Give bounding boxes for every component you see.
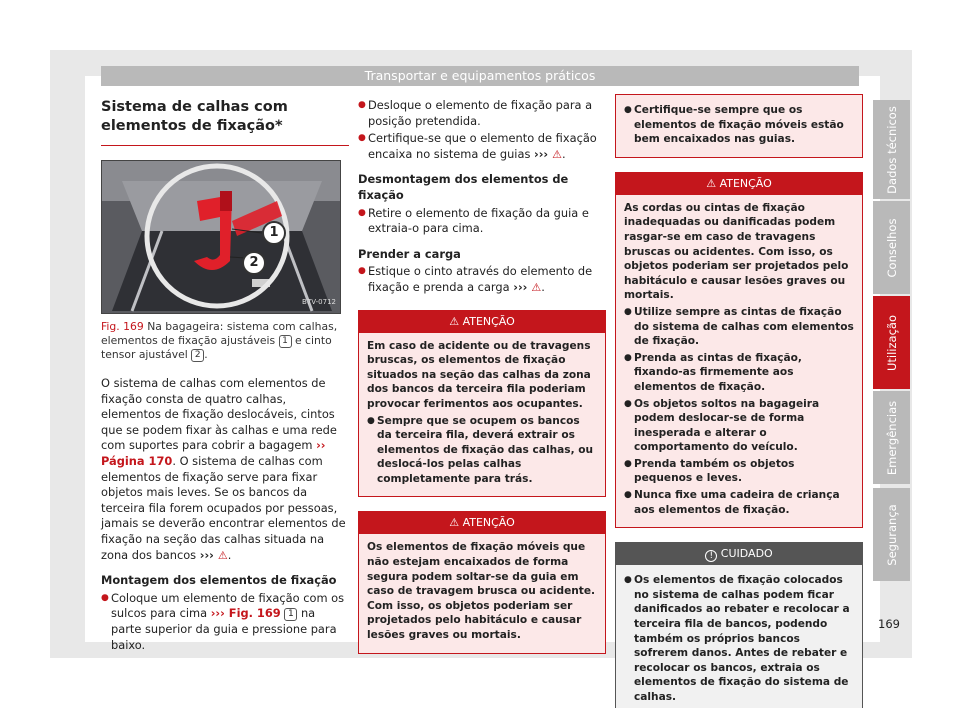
montagem-bullet: [101, 591, 349, 653]
tab-emergencias[interactable]: [873, 391, 910, 484]
page-170-link[interactable]: ›› Página 170: [101, 438, 326, 468]
warning-icon: ⚠: [706, 176, 717, 190]
atencao3-bullet-text: Prenda também os objetos pequenos e leves.: [634, 457, 795, 485]
warning-ref-icon-2[interactable]: ⚠: [552, 147, 562, 161]
atencao-header-2: [359, 512, 605, 534]
bullet-desloque: [358, 98, 606, 129]
caption-text-1: Na bagageira: sistema com calhas, elementos de fixação ajustáveis: [101, 320, 338, 347]
warning-icon: ⚠: [449, 516, 460, 530]
atencao-body-3: [616, 195, 862, 527]
figure-number: Fig. 169: [101, 320, 144, 333]
arrows-ref-2: ›››: [534, 146, 553, 161]
warning-ref-icon-3[interactable]: ⚠: [531, 280, 542, 294]
top-box: [615, 94, 863, 158]
figure-caption: [101, 320, 349, 362]
page-number: 169: [878, 617, 900, 631]
tab-label: Segurança: [884, 503, 899, 566]
atencao-text-3: As cordas ou cintas de fixação inadequadas ou danificadas podem rasgar-se em caso de travagens bruscas ou acidentes. Com isso, os objetos poderiam ser projetados pelo habitáculo e causar lesões graves ou mortais.: [624, 201, 849, 302]
cuidado-bullet-text: Os elementos de fixação colocados no sistema de calhas podem ficar danificados ao rebater e recolocar a terceira fila de bancos, podendo também os próprios bancos sofrerem danos. Antes de rebater e recolocar os bancos, extraia os elementos de fixação do sistema de calhas.: [634, 574, 850, 703]
warning-ref-icon[interactable]: ⚠: [217, 548, 228, 562]
bullet-retire: [358, 206, 606, 237]
atencao-box-1: [358, 310, 606, 498]
bullet-desloque-text: Desloque o elemento de fixação para a posição pretendida.: [368, 98, 593, 128]
section-title: Sistema de calhas com elementos de fixação*: [101, 98, 349, 146]
tab-utilizacao[interactable]: [873, 296, 910, 389]
fig-169-link[interactable]: ››› Fig. 169: [210, 606, 281, 621]
callout-2: 2: [242, 251, 266, 275]
top-box-bullet: [624, 103, 854, 147]
intro-text: O sistema de calhas com elementos de fixação consta de quatro calhas, elementos de fixação deslocáveis, cintos que se podem fixar às calhas e uma rede com suportes para cobrir a bagagem: [101, 376, 337, 453]
atencao-text-2: Os elementos de fixação móveis que não estejam encaixados de forma segura podem soltar-se da guia em caso de travagem brusca ou acidente. Com isso, os objetos poderiam ser projetados pelo habitáculo e causar lesões graves ou mortais.: [367, 541, 596, 642]
atencao3-bullet: [624, 351, 854, 395]
cuidado-bullet: [624, 573, 854, 704]
arrows-ref-3: ›››: [513, 279, 532, 294]
montagem-text-a: Coloque um elemento de fixação com os sulcos para cima: [111, 590, 345, 621]
montagem-text-b: na parte superior da guia e pressione para baixo.: [111, 606, 337, 652]
atencao-bullet-1: [367, 414, 597, 487]
figure-169: [101, 160, 341, 314]
desmontagem-heading: Desmontagem dos elementos de fixação: [358, 172, 569, 202]
atencao-label-2: ATENÇÃO: [462, 516, 515, 530]
atencao-box-3: [615, 172, 863, 528]
tab-conselhos[interactable]: [873, 201, 910, 294]
cuidado-box: [615, 542, 863, 708]
tab-label: Utilização: [884, 314, 899, 371]
cuidado-label: CUIDADO: [720, 547, 773, 561]
info-circle-icon: !: [705, 550, 717, 562]
atencao3-bullet-text: Utilize sempre as cintas de fixação do sistema de calhas com elementos de fixação.: [634, 305, 854, 348]
period-2: .: [561, 146, 566, 161]
chapter-header: Transportar e equipamentos práticos: [101, 66, 859, 86]
tab-label: Conselhos: [884, 218, 899, 277]
tab-seguranca[interactable]: [873, 488, 910, 581]
cuidado-body: [616, 565, 862, 708]
cuidado-header: [616, 543, 862, 565]
caption-end: .: [204, 348, 208, 361]
bullet-estique-text: Estique o cinto através do elemento de fixação e prenda a carga: [368, 264, 593, 294]
bullet-estique: [358, 264, 606, 295]
column-3: [615, 94, 863, 708]
atencao3-bullet: [624, 457, 854, 486]
atencao-header-3: [616, 173, 862, 195]
trunk-illustration: [102, 161, 341, 314]
atencao3-bullet: [624, 397, 854, 455]
tab-label: Dados técnicos: [884, 105, 899, 194]
figure-code: B7V-0712: [302, 298, 336, 307]
tab-dados-tecnicos[interactable]: [873, 100, 910, 199]
tab-label: Emergências: [884, 400, 899, 475]
atencao-box-2: [358, 511, 606, 653]
bullet-certifique-text: Certifique-se que o elemento de fixação encaixa no sistema de guias: [368, 131, 597, 161]
atencao3-bullet: [624, 305, 854, 349]
intro-text-cont: . O sistema de calhas com elementos de fixação serve para fixar objetos mais leves. Se os bancos da terceira fila forem ocupados por pessoas, jamais se deverão encontrar elementos de fixação na seção das calhas situada na zona dos bancos: [101, 453, 346, 562]
montagem-heading: Montagem dos elementos de fixação: [101, 573, 337, 588]
atencao-bullet-1-text: Sempre que se ocupem os bancos da terceira fila, deverá extrair os elementos de fixação das calhas, ou deslocá-los pelas calhas completamente para trás.: [377, 414, 594, 485]
atencao-label-3: ATENÇÃO: [719, 176, 772, 190]
atencao-label-1: ATENÇÃO: [462, 314, 515, 328]
period-3: .: [541, 279, 545, 294]
column-1: [101, 94, 349, 653]
atencao-text-1: Em caso de acidente ou de travagens bruscas, os elementos de fixação situados na seção das calhas da zona dos bancos da terceira fila poderiam provocar ferimentos aos ocupantes.: [367, 339, 591, 410]
top-box-bullet-text: Certifique-se sempre que os elementos de fixação móveis estão bem encaixados nas guias.: [634, 104, 844, 146]
bullet-certifique: [358, 131, 606, 162]
bullet-retire-text: Retire o elemento de fixação da guia e extraia-o para cima.: [368, 205, 589, 236]
atencao-body-1: [359, 333, 605, 497]
intro-paragraph: [101, 376, 349, 563]
caption-marker-2: 2: [191, 349, 204, 362]
callout-1: 1: [262, 221, 286, 245]
atencao3-bullet-text: Nunca fixe uma cadeira de criança aos elementos de fixação.: [634, 489, 840, 516]
caption-text-2: e cinto tensor ajustável: [101, 334, 332, 361]
atencao3-bullet: [624, 488, 854, 517]
montagem-marker: 1: [284, 608, 297, 621]
period: .: [227, 547, 232, 562]
atencao-body-2: [359, 534, 605, 652]
atencao3-bullet-text: Prenda as cintas de fixação, fixando-as firmemente aos elementos de fixação.: [634, 351, 802, 393]
arrows-ref: ›››: [199, 547, 218, 562]
prender-heading: Prender a carga: [358, 246, 461, 261]
atencao-header-1: [359, 311, 605, 333]
top-box-body: [616, 95, 862, 157]
column-2: [358, 94, 606, 654]
warning-icon: ⚠: [449, 314, 460, 328]
caption-marker-1: 1: [279, 335, 292, 348]
atencao3-bullet-text: Os objetos soltos na bagageira podem deslocar-se de forma inesperada e alterar o comportamento do veículo.: [634, 397, 820, 454]
